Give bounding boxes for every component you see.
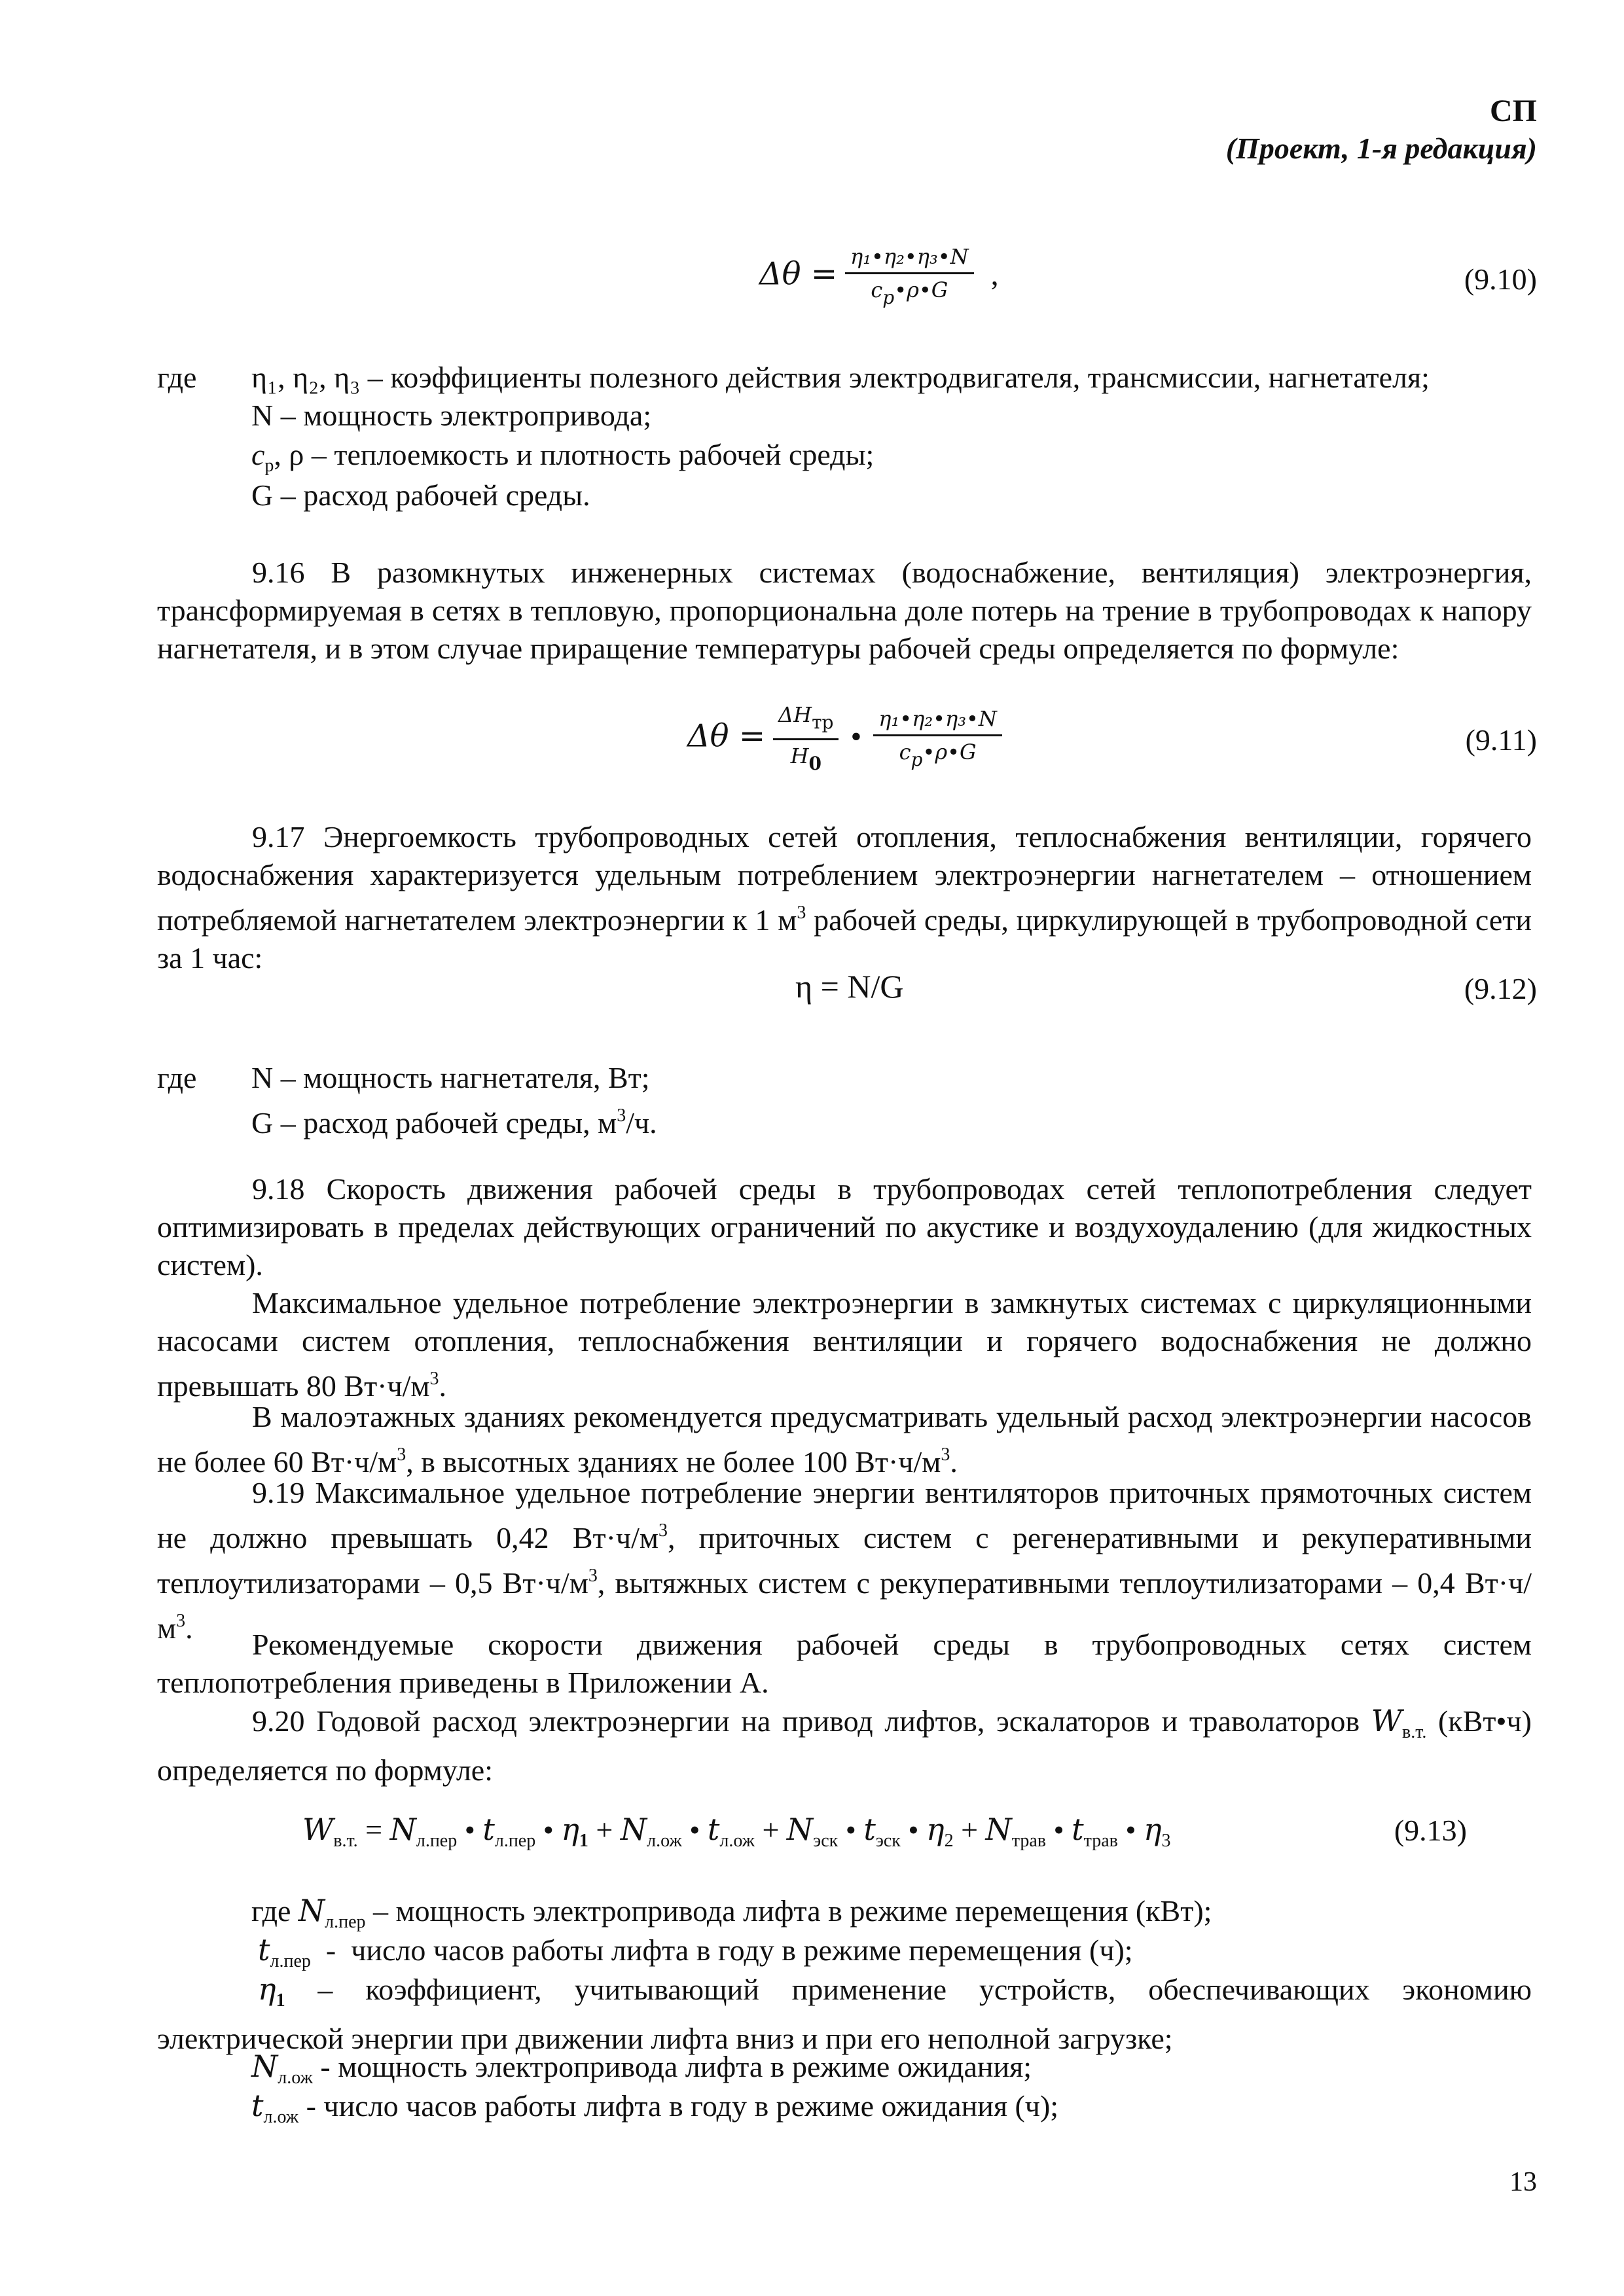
- eta3-sym: η: [1143, 1812, 1162, 1847]
- p917-b: рабочей среды, циркулирующей в трубопроводной сети за 1 час:: [157, 903, 1532, 975]
- eq-denominator-2: [894, 736, 982, 773]
- eta2-sym: η: [926, 1812, 945, 1847]
- t3-sym: t: [863, 1812, 876, 1847]
- equation-9-11: [687, 702, 1002, 777]
- plus2: +: [754, 1813, 787, 1846]
- p917-a: 9.17 Энергоемкость трубопроводных сетей отопления, теплоснабжения вентиляции, горячего водоснабжения характеризуется удельным потреблением электроэнергии нагнетателем – отношением потребляемой нагнетателем электроэнергии к 1 м: [157, 820, 1532, 937]
- eq-lhs: Δθ =: [687, 717, 766, 755]
- def4-text: - мощность электропривода лифта в режиме ожидания;: [312, 2050, 1032, 2083]
- t3-sub: эск: [875, 1831, 901, 1851]
- den-c: c: [871, 278, 883, 302]
- p919-b: , приточных систем с регенеративными и рекуперативными теплоутилизаторами – 0,5 Вт·ч/м: [157, 1521, 1532, 1600]
- eq-numerator: η₁•η₂•η₃•N: [845, 243, 974, 274]
- plow-b: .: [950, 1445, 958, 1479]
- den-c-sub: p: [882, 287, 895, 308]
- n4-sym: N: [985, 1812, 1012, 1847]
- page-number: 13: [1509, 2167, 1537, 2197]
- def4-sym: N: [251, 2049, 278, 2084]
- def3-sym: η: [258, 1971, 276, 2007]
- def3-text: – коэффициент, учитывающий применение устройств, обеспечивающих экономию электрической энергии при движении лифта вниз и при его неполной загрузке;: [157, 1973, 1532, 2055]
- eq-sign: =: [357, 1813, 390, 1846]
- p920-w-sub: в.т.: [1402, 1722, 1427, 1742]
- t2-sym: t: [707, 1812, 720, 1847]
- t4-sym: t: [1072, 1812, 1084, 1847]
- def1-sub: л.пер: [325, 1912, 366, 1932]
- p919-a: 9.19 Максимальное удельное потребление энергии вентиляторов приточных прямоточных систем не должно превышать 0,42 Вт·ч/м: [157, 1476, 1532, 1554]
- dot6: •: [1046, 1813, 1072, 1846]
- t2-sub: л.ож: [719, 1831, 755, 1851]
- def-prefix: где: [251, 1894, 298, 1928]
- plow-mid: , в высотных зданиях не более 100 Вт·ч/м: [406, 1445, 941, 1479]
- plus3: +: [953, 1813, 986, 1846]
- w2-sup: 3: [617, 1105, 626, 1126]
- dot3: •: [681, 1813, 708, 1846]
- def5-sym: t: [251, 2088, 264, 2123]
- num1: ΔH: [778, 702, 812, 727]
- n4-sub: трав: [1011, 1831, 1047, 1851]
- p920-a: 9.20 Годовой расход электроэнергии на привод лифтов, эскалаторов и траволаторов: [252, 1704, 1371, 1738]
- eq-label-9-12: (9.12): [1464, 972, 1537, 1005]
- def3-sub: 1: [276, 1990, 285, 2011]
- n3-sym: N: [786, 1812, 814, 1847]
- def2-sym: t: [258, 1932, 270, 1967]
- where-line-n: N – мощность электропривода;: [251, 399, 652, 432]
- paragraph-low-rise: [157, 1398, 1532, 1481]
- paragraph-9-19: [157, 1474, 1532, 1647]
- p919-s2: 3: [588, 1566, 598, 1586]
- eq-dot: •: [850, 719, 862, 754]
- def4-sub: л.ож: [278, 2068, 313, 2088]
- n2-sub: л.ож: [647, 1831, 682, 1851]
- den2-rest: •ρ•G: [922, 740, 977, 764]
- pmax-a: Максимальное удельное потребление электроэнергии в замкнутых системах с циркуляционными насосами систем отопления, теплоснабжения вентиляции и горячего водоснабжения не должно превышать 80 Вт·ч/м: [157, 1286, 1532, 1403]
- plus1: +: [588, 1813, 621, 1846]
- header-code: СП: [1490, 94, 1537, 128]
- dot4: •: [838, 1813, 864, 1846]
- pmax-sup: 3: [429, 1369, 439, 1389]
- plow-a: В малоэтажных зданиях рекомендуется предусматривать удельный расход электроэнергии насосов не более 60 Вт·ч/м: [157, 1400, 1532, 1479]
- plow-sup2: 3: [941, 1444, 950, 1465]
- def1-sym: N: [298, 1893, 325, 1928]
- eq-numerator-1: [773, 702, 839, 740]
- den2-sub: p: [911, 749, 923, 770]
- den1-sub: 0: [808, 753, 821, 774]
- equation-9-10: [759, 243, 999, 311]
- cp-sub: p: [264, 456, 274, 476]
- p917-sup: 3: [797, 903, 806, 923]
- eq-label-9-13: (9.13): [1394, 1814, 1467, 1847]
- p919-s1: 3: [658, 1520, 668, 1541]
- t4-sub: трав: [1083, 1831, 1118, 1851]
- eta2-sub: 2: [944, 1831, 954, 1851]
- def5-text: - число часов работы лифта в году в режиме ожидания (ч);: [298, 2089, 1059, 2123]
- w-sym: W: [302, 1812, 334, 1847]
- p919-s3: 3: [176, 1611, 186, 1631]
- eq-fraction-1: [773, 702, 839, 777]
- eta3-sub: 3: [1161, 1831, 1171, 1851]
- def1-text: – мощность электропривода лифта в режиме перемещения (кВт);: [365, 1894, 1212, 1928]
- where-label: где: [157, 361, 197, 394]
- eq-numerator-2: η₁•η₂•η₃•N: [873, 706, 1002, 736]
- den2: c: [899, 740, 911, 764]
- paragraph-9-16: 9.16 В разомкнутых инженерных системах (водоснабжение, вентиляция) электроэнергия, трансформируемая в сетях в тепловую, пропорциональна доле потерь на трение в трубопроводах к напору нагнетателя, и в этом случае приращение температуры рабочей среды определяется по формуле:: [157, 556, 1532, 665]
- eta1-sub: 1: [579, 1831, 588, 1851]
- eta1-sym: η: [561, 1812, 579, 1847]
- where2-label: где: [157, 1061, 197, 1094]
- w-sub: в.т.: [333, 1831, 358, 1851]
- where2-line-g: [251, 1097, 657, 1142]
- cp-text: , ρ – теплоемкость и плотность рабочей среды;: [274, 438, 875, 471]
- cp-symbol: c: [251, 438, 265, 471]
- den-rest: •ρ•G: [894, 278, 948, 302]
- eq-label-9-10: (9.10): [1464, 262, 1537, 296]
- eq-label-9-11: (9.11): [1465, 723, 1537, 757]
- den1: H: [790, 744, 809, 768]
- eq-denominator-1: [785, 740, 827, 777]
- n2-sym: N: [620, 1812, 647, 1847]
- p920-w: W: [1371, 1703, 1402, 1738]
- w2-a: G – расход рабочей среды, м: [251, 1106, 617, 1139]
- dot5: •: [900, 1813, 927, 1846]
- n1-sub: л.пер: [416, 1831, 458, 1851]
- paragraph-recommended: Рекомендуемые скорости движения рабочей среды в трубопроводных сетях систем теплопотребления приведены в Приложении А.: [157, 1628, 1532, 1699]
- eq-denominator: [865, 274, 953, 311]
- equation-9-13: [302, 1812, 1171, 1852]
- def2-text: - число часов работы лифта в году в режиме перемещения (ч);: [310, 1933, 1133, 1967]
- dot1: •: [457, 1813, 483, 1846]
- where-line-g: G – расход рабочей среды.: [251, 478, 590, 512]
- paragraph-9-17: [157, 818, 1532, 977]
- p919-c: , вытяжных систем с рекуперативными теплоутилизаторами – 0,4 Вт·ч/м: [157, 1566, 1532, 1645]
- def-t-lozh: [251, 2087, 1058, 2136]
- where2-line-n: N – мощность нагнетателя, Вт;: [251, 1061, 650, 1094]
- paragraph-9-20: [157, 1702, 1532, 1789]
- t1-sub: л.пер: [494, 1831, 536, 1851]
- paragraph-max-consumption: [157, 1284, 1532, 1405]
- def-eta1: [157, 1970, 1532, 2058]
- t1-sym: t: [482, 1812, 495, 1847]
- w2-b: /ч.: [626, 1106, 657, 1139]
- num1-sub: тр: [812, 711, 834, 733]
- n3-sub: эск: [813, 1831, 839, 1851]
- p920-b: (кВт•ч) определяется по формуле:: [157, 1704, 1532, 1787]
- header-edition: (Проект, 1-я редакция): [1225, 132, 1537, 165]
- eq-fraction-2: [873, 706, 1002, 773]
- dot2: •: [535, 1813, 562, 1846]
- eq-lhs: Δθ =: [759, 255, 838, 293]
- plow-sup1: 3: [397, 1444, 406, 1465]
- eq-comma: ,: [990, 257, 999, 292]
- paragraph-9-18: 9.18 Скорость движения рабочей среды в трубопроводах сетей теплопотребления следует оптимизировать в пределах действующих ограничений по акустике и воздухоудалению (для жидкостных систем).: [157, 1172, 1532, 1282]
- dot7: •: [1117, 1813, 1144, 1846]
- pmax-b: .: [439, 1369, 447, 1403]
- eq-fraction: [845, 243, 974, 311]
- p919-d: .: [185, 1611, 193, 1645]
- where-line-eta: η₁, η₂, η₃ – коэффициенты полезного действия электродвигателя, трансмиссии, нагнетателя;: [251, 361, 1430, 394]
- def5-sub: л.ож: [263, 2107, 299, 2127]
- equation-9-12: η = N/G: [795, 968, 904, 1005]
- def2-sub: л.пер: [270, 1951, 311, 1971]
- n1-sym: N: [389, 1812, 416, 1847]
